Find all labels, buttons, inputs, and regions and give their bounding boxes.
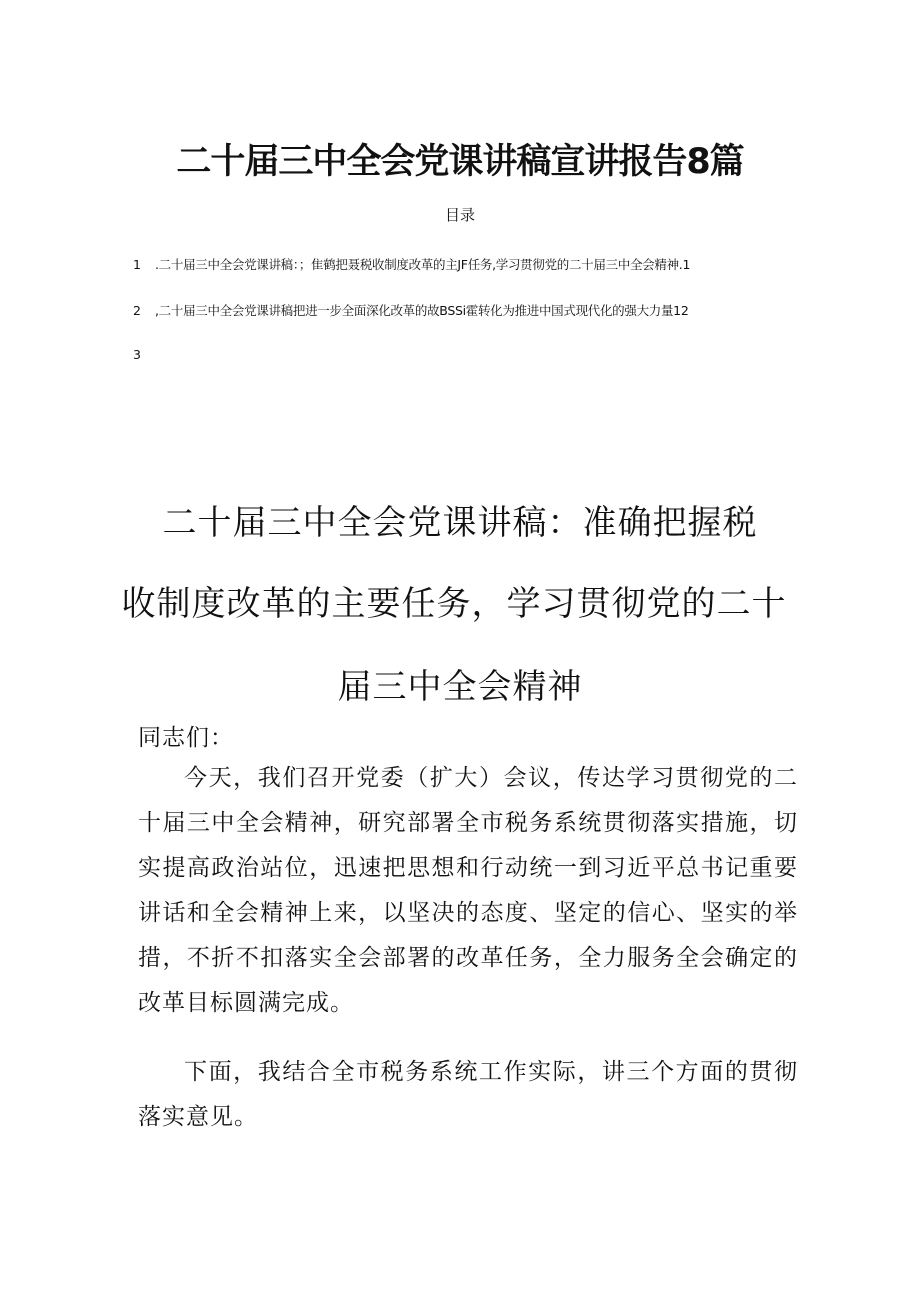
body-paragraph: 下面，我结合全市税务系统工作实际，讲三个方面的贯彻落实意见。 — [138, 1059, 798, 1130]
section-title-line: 收制度改革的主要任务，学习贯彻党的二十 — [121, 584, 787, 624]
document-title: 二十届三中全会党课讲稿宣讲报告8篇 — [176, 142, 744, 182]
toc-item-text: .二十届三中全会党课讲稿：；隹鹤把聂税收制度改革的主JF任务,学习贯彻党的二十届三中全会精神.1 — [155, 257, 691, 272]
toc-heading: 目录 — [444, 206, 475, 224]
toc-item-number: 1 — [133, 257, 141, 272]
body-paragraph: 今天，我们召开党委（扩大）会议，传达学习贯彻党的二十届三中全会精神，研究部署全市税务系统贯彻落实措施，切实提高政治站位，迅速把思想和行动统一到习近平总书记重要讲话和全会精神上来，以坚决的态度、坚定的信心、坚实的举措，不折不扣落实全会部署的改革任务，全力服务全会确定的改革目标圆满完成。 — [138, 765, 798, 1016]
toc-item-number: 2 — [133, 303, 141, 318]
section-title-line: 届三中全会精神 — [337, 667, 583, 707]
salutation: 同志们： — [138, 725, 234, 751]
section-title-line: 二十届三中全会党课讲稿：准确把握税 — [162, 503, 758, 543]
toc-item[interactable] — [133, 347, 155, 362]
toc-item[interactable] — [133, 301, 688, 319]
toc-item-text: ,二十届三中全会党课讲稿把进一步全面深化改革的故BSSi霍转化为推进中国式现代化的强大力量12 — [155, 303, 689, 318]
toc-item-number: 3 — [133, 347, 141, 362]
toc-item[interactable] — [133, 255, 690, 273]
